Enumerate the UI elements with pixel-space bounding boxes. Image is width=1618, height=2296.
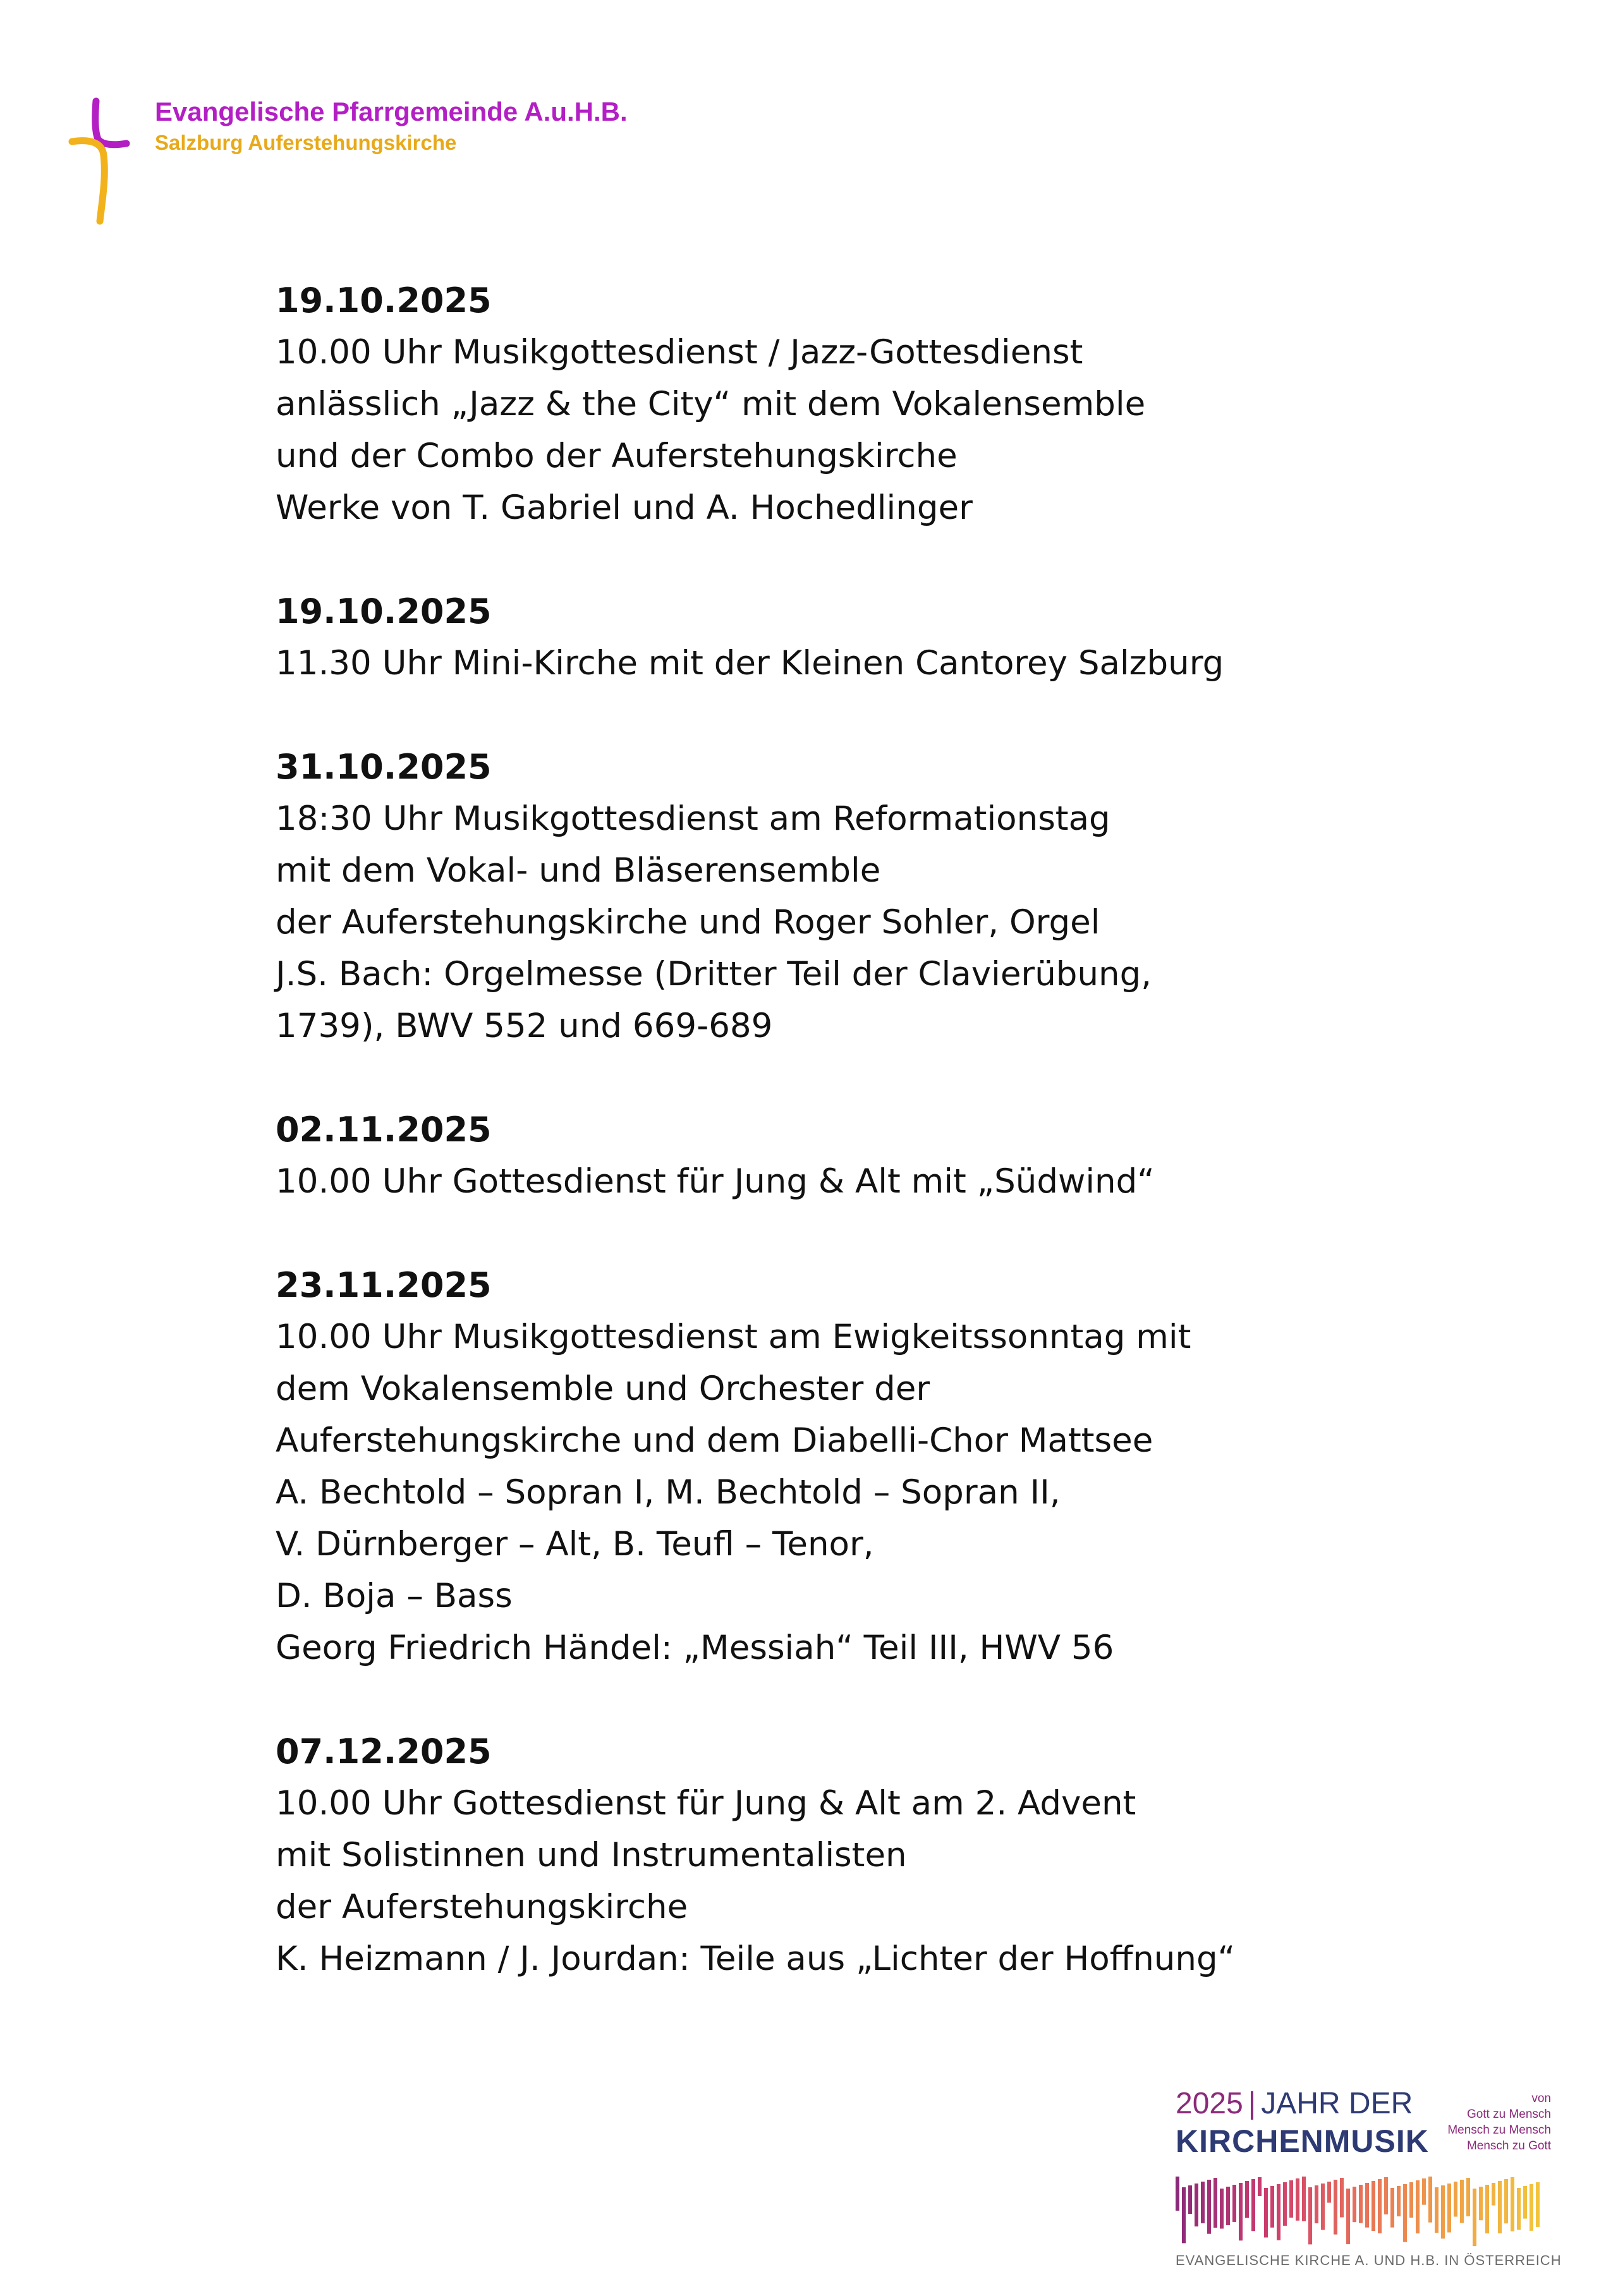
event-line: 10.00 Uhr Musikgottesdienst am Ewigkeitssonntag mit xyxy=(276,1318,1191,1356)
badge-year: 2025 xyxy=(1176,2087,1243,2120)
event-item xyxy=(276,275,1540,534)
event-date: 23.11.2025 xyxy=(276,1265,492,1305)
sound-bar xyxy=(1359,2185,1363,2223)
sound-bar xyxy=(1441,2185,1445,2238)
sound-bar xyxy=(1492,2183,1495,2206)
event-list xyxy=(276,275,1540,2037)
badge-subtitle: KIRCHENMUSIK xyxy=(1176,2123,1429,2159)
tagline-line: Mensch zu Mensch xyxy=(1447,2123,1551,2137)
event-line: Georg Friedrich Händel: „Messiah“ Teil III, HWV 56 xyxy=(276,1629,1114,1667)
event-line: der Auferstehungskirche xyxy=(276,1888,688,1926)
sound-bar xyxy=(1390,2188,1394,2228)
sound-bar xyxy=(1378,2179,1382,2233)
event-item xyxy=(276,1726,1540,1985)
sound-bar xyxy=(1473,2189,1476,2246)
sound-bar xyxy=(1245,2181,1249,2218)
sound-bar xyxy=(1226,2187,1230,2225)
sound-bar xyxy=(1270,2186,1274,2228)
event-item xyxy=(276,1260,1540,1674)
sound-bar xyxy=(1182,2187,1186,2243)
event-line: und der Combo der Auferstehungskirche xyxy=(276,437,958,475)
sound-bar xyxy=(1447,2184,1451,2232)
sound-bar xyxy=(1340,2178,1344,2217)
sound-bar xyxy=(1454,2182,1457,2216)
sound-bar xyxy=(1485,2185,1489,2233)
event-line: 10.00 Uhr Gottesdienst für Jung & Alt am 2. Advent xyxy=(276,1784,1136,1823)
sound-bar xyxy=(1176,2177,1179,2211)
church-header xyxy=(63,95,695,228)
sound-bar xyxy=(1315,2185,1318,2223)
sound-bar xyxy=(1277,2184,1280,2240)
tagline-line: von xyxy=(1531,2092,1551,2105)
sound-bar xyxy=(1523,2186,1527,2219)
sound-bar xyxy=(1372,2181,1375,2231)
sound-bar xyxy=(1232,2185,1236,2222)
sound-bar xyxy=(1220,2189,1224,2228)
cross-logo-icon xyxy=(63,95,152,228)
sound-bar xyxy=(1289,2180,1293,2218)
sound-bar xyxy=(1460,2180,1464,2223)
sound-bar xyxy=(1214,2178,1217,2228)
event-line: 10.00 Uhr Gottesdienst für Jung & Alt mit „Südwind“ xyxy=(276,1162,1155,1201)
event-line: der Auferstehungskirche und Roger Sohler, Orgel xyxy=(276,903,1100,942)
tagline-line: Mensch zu Gott xyxy=(1466,2139,1551,2153)
event-date: 31.10.2025 xyxy=(276,747,492,787)
sound-bar xyxy=(1251,2179,1255,2231)
sound-bar xyxy=(1195,2184,1198,2226)
event-line: dem Vokalensemble und Orchester der xyxy=(276,1370,930,1408)
tagline-line: Gott zu Mensch xyxy=(1466,2108,1551,2121)
event-date: 02.11.2025 xyxy=(276,1110,492,1150)
sound-bar xyxy=(1384,2177,1388,2214)
sound-bars-icon xyxy=(1176,2170,1548,2246)
sound-bar xyxy=(1409,2182,1413,2218)
event-item xyxy=(276,1104,1540,1208)
event-line: anlässlich „Jazz & the City“ mit dem Vokalensemble xyxy=(276,385,1146,423)
kirchenmusik-badge xyxy=(1176,2086,1562,2275)
event-line: K. Heizmann / J. Jourdan: Teile aus „Lichter der Hoffnung“ xyxy=(276,1940,1236,1978)
sound-bar xyxy=(1302,2177,1306,2221)
sound-bar xyxy=(1283,2182,1287,2226)
event-line: 1739), BWV 552 und 669-689 xyxy=(276,1007,773,1045)
sound-bar xyxy=(1498,2181,1502,2233)
sound-bar xyxy=(1239,2183,1243,2240)
sound-bar xyxy=(1308,2187,1312,2244)
event-line: 10.00 Uhr Musikgottesdienst / Jazz-Gottesdienst xyxy=(276,333,1083,372)
badge-title-text: JAHR DER xyxy=(1261,2087,1413,2120)
sound-bar xyxy=(1435,2187,1439,2233)
sound-bar xyxy=(1321,2184,1325,2230)
badge-tagline xyxy=(1447,2091,1551,2154)
sound-bar xyxy=(1365,2183,1369,2228)
sound-bar xyxy=(1264,2188,1268,2237)
sound-bar xyxy=(1296,2178,1299,2221)
org-name: Evangelische Pfarrgemeinde A.u.H.B. xyxy=(155,97,628,126)
sound-bar xyxy=(1466,2178,1470,2216)
sound-bar xyxy=(1428,2177,1432,2223)
sound-bar xyxy=(1479,2187,1483,2220)
sound-bar xyxy=(1353,2187,1356,2222)
event-date: 19.10.2025 xyxy=(276,592,492,631)
sound-bar xyxy=(1207,2180,1211,2234)
sound-bar xyxy=(1504,2179,1508,2223)
sound-bar xyxy=(1517,2188,1521,2230)
sound-bar xyxy=(1201,2182,1205,2223)
event-line: D. Boja – Bass xyxy=(276,1577,513,1615)
event-line: 11.30 Uhr Mini-Kirche mit der Kleinen Cantorey Salzburg xyxy=(276,644,1224,683)
badge-footer: EVANGELISCHE KIRCHE A. UND H.B. IN ÖSTERREICH xyxy=(1176,2252,1562,2268)
event-date: 07.12.2025 xyxy=(276,1732,492,1771)
sound-bar xyxy=(1334,2180,1337,2235)
badge-title xyxy=(1176,2086,1413,2122)
sound-bar xyxy=(1511,2177,1514,2232)
event-line: Auferstehungskirche und dem Diabelli-Chor Mattsee xyxy=(276,1421,1153,1460)
sound-bar xyxy=(1422,2178,1426,2205)
sound-bar xyxy=(1327,2182,1331,2202)
sound-bar xyxy=(1416,2180,1420,2233)
event-item xyxy=(276,741,1540,1052)
event-line: J.S. Bach: Orgelmesse (Dritter Teil der Clavierübung, xyxy=(276,955,1152,993)
org-subtitle: Salzburg Auferstehungskirche xyxy=(155,131,457,154)
event-line: Werke von T. Gabriel und A. Hochedlinger xyxy=(276,489,973,527)
event-line: A. Bechtold – Sopran I, M. Bechtold – Sopran II, xyxy=(276,1473,1061,1512)
event-date: 19.10.2025 xyxy=(276,281,492,320)
sound-bar xyxy=(1530,2184,1533,2231)
sound-bar xyxy=(1397,2186,1401,2216)
badge-separator: | xyxy=(1248,2087,1256,2120)
sound-bar xyxy=(1403,2184,1407,2242)
sound-bar xyxy=(1536,2182,1540,2227)
sound-bar xyxy=(1188,2185,1192,2214)
event-item xyxy=(276,586,1540,689)
event-line: mit dem Vokal- und Bläserensemble xyxy=(276,851,881,890)
sound-bar xyxy=(1346,2189,1350,2244)
event-line: mit Solistinnen und Instrumentalisten xyxy=(276,1836,907,1874)
sound-bar xyxy=(1258,2177,1262,2196)
event-line: 18:30 Uhr Musikgottesdienst am Reformationstag xyxy=(276,799,1110,838)
event-line: V. Dürnberger – Alt, B. Teufl – Tenor, xyxy=(276,1525,874,1564)
